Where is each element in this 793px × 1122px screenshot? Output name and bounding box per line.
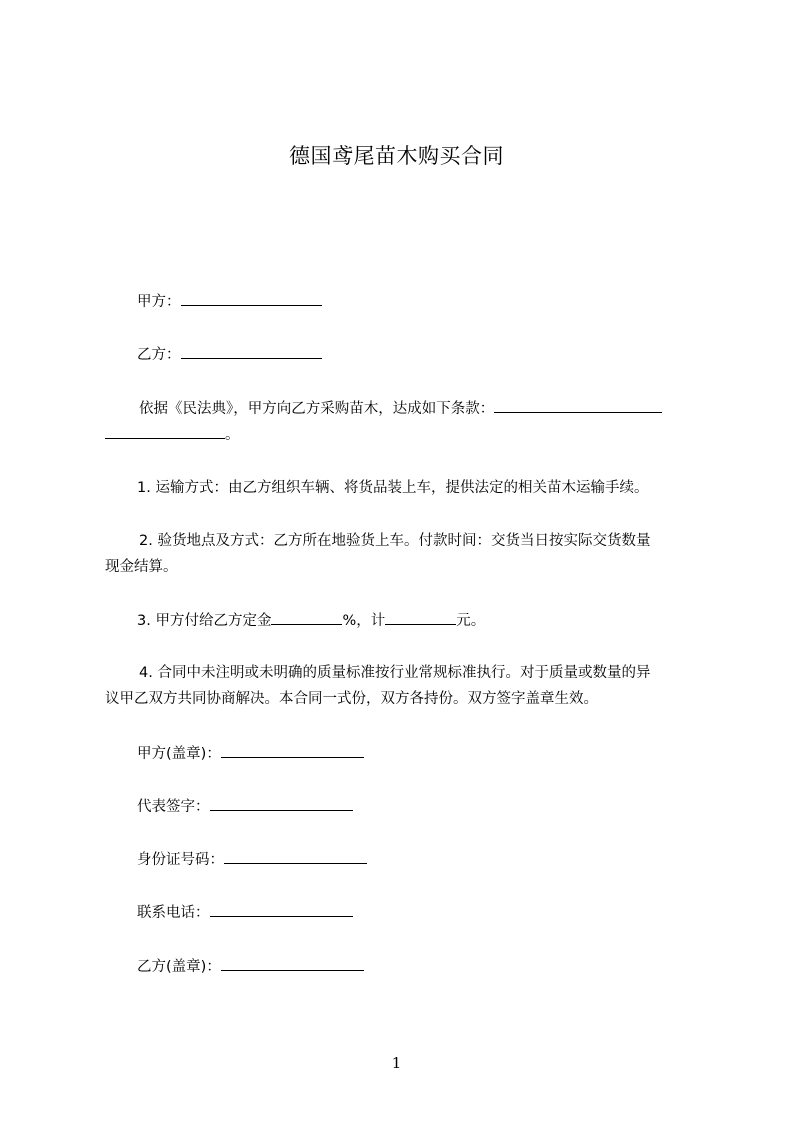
document-title: 德国鸢尾苗木购买合同 <box>289 144 504 168</box>
clause-2-line-2: 现金结算。 <box>105 559 178 575</box>
sign-phone-blank[interactable] <box>210 902 353 917</box>
clause-3-text-c: 元。 <box>456 613 486 629</box>
intro-end: 。 <box>225 427 240 443</box>
sign-party-a-seal-label: 甲方(盖章)： <box>137 746 221 762</box>
clause-2-line-1: 2. 验货地点及方式：乙方所在地验货上车。付款时间：交货当日按实际交货数量 <box>139 533 651 549</box>
sign-id-number <box>137 849 367 870</box>
intro-blank-1[interactable] <box>494 398 662 413</box>
intro-line-2 <box>105 424 240 445</box>
party-a-label: 甲方： <box>137 294 181 310</box>
clause-3-text-b: %，计 <box>342 613 386 629</box>
sign-representative-blank[interactable] <box>210 796 353 811</box>
intro-text: 依据《民法典》，甲方向乙方采购苗木，达成如下条款： <box>139 401 495 417</box>
clause-4-line-1: 4. 合同中未注明或未明确的质量标准按行业常规标准执行。对于质量或数量的异 <box>139 665 651 681</box>
page-number: 1 <box>391 1054 402 1072</box>
deposit-amount-blank[interactable] <box>385 610 456 625</box>
intro-line-1 <box>139 398 662 419</box>
sign-party-a-seal-blank[interactable] <box>221 743 364 758</box>
deposit-percent-blank[interactable] <box>271 610 342 625</box>
sign-phone <box>137 902 353 923</box>
sign-party-b-seal-blank[interactable] <box>221 956 364 971</box>
party-a-line <box>137 291 322 312</box>
party-b-blank[interactable] <box>181 344 322 359</box>
clause-3-text-a: 3. 甲方付给乙方定金 <box>137 613 272 629</box>
clause-3 <box>137 610 485 631</box>
clause-1: 1. 运输方式：由乙方组织车辆、将货品装上车，提供法定的相关苗木运输手续。 <box>137 480 649 496</box>
sign-id-number-label: 身份证号码： <box>137 852 224 868</box>
sign-representative-label: 代表签字： <box>137 799 210 815</box>
intro-blank-2[interactable] <box>105 424 225 439</box>
party-b-label: 乙方： <box>137 347 181 363</box>
sign-representative <box>137 796 353 817</box>
sign-id-number-blank[interactable] <box>224 849 367 864</box>
clause-4-line-2: 议甲乙双方共同协商解决。本合同一式份，双方各持份。双方签字盖章生效。 <box>105 691 598 707</box>
party-b-line <box>137 344 322 365</box>
sign-party-b-seal <box>137 956 364 977</box>
sign-party-a-seal <box>137 743 364 764</box>
sign-party-b-seal-label: 乙方(盖章)： <box>137 959 221 975</box>
party-a-blank[interactable] <box>181 291 322 306</box>
sign-phone-label: 联系电话： <box>137 905 210 921</box>
